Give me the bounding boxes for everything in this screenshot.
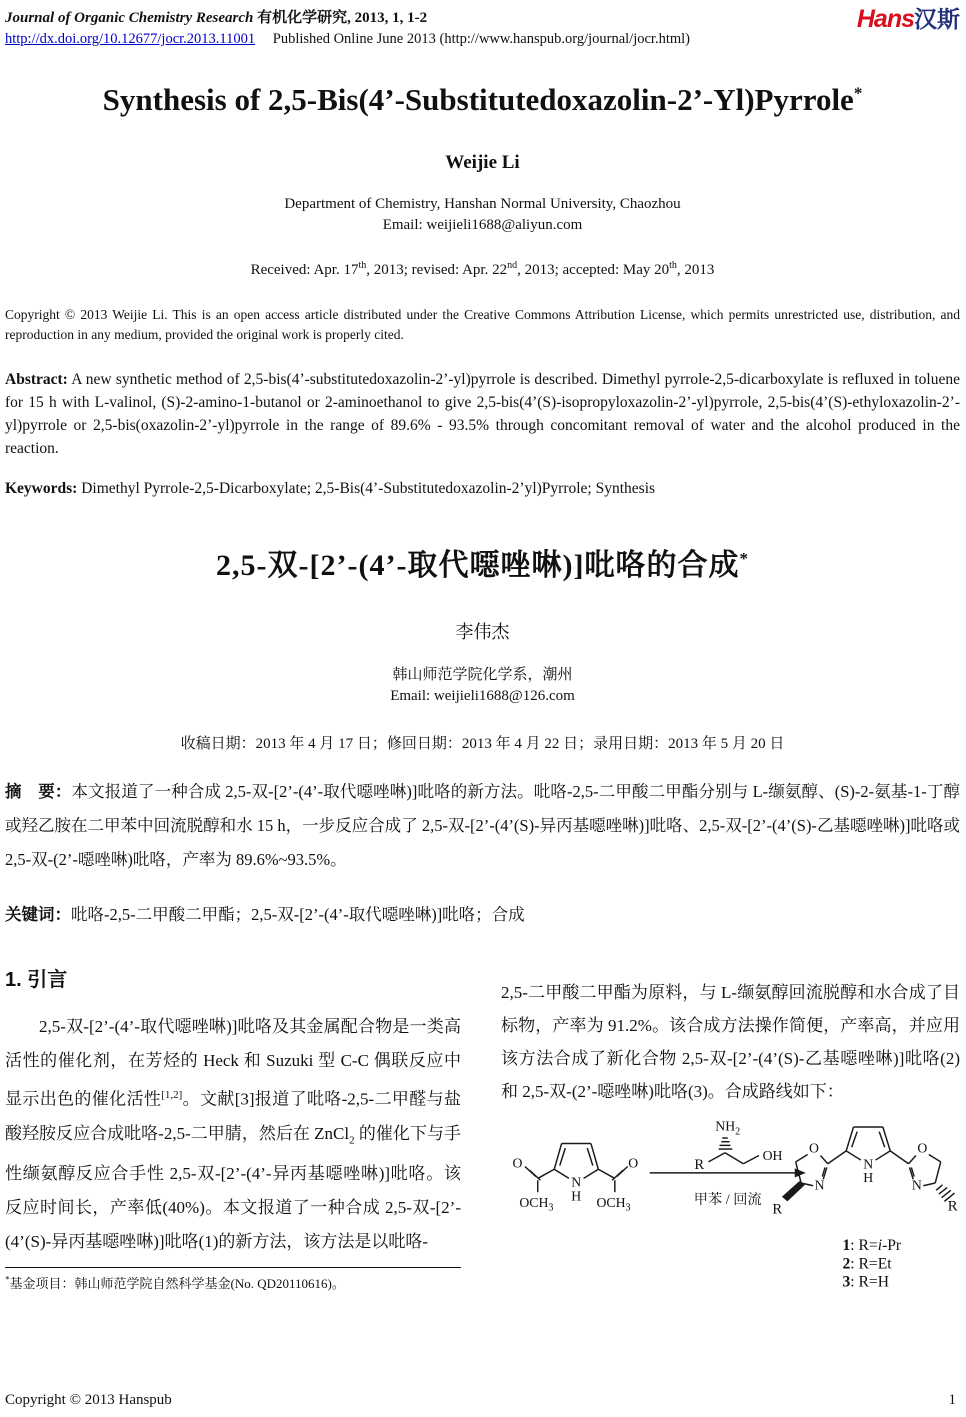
abstract-label-en: Abstract:: [5, 371, 68, 388]
abstract-text-en: A new synthetic method of 2,5-bis(4’-substitutedoxazolin-2’-yl)pyrrole is described. Dimethyl pyrrole-2,5-dicarboxylate is refluxed in toluene for 15 h with L-valinol, (S)-2-amino-1-butanol or 2-aminoethanol to give 2,5-bis(4’(S)-isopropyloxazolin-2’-yl)pyrrole, 2,5-bis(4’(S)-ethyloxazolin-2’-yl)pyrrole or 2,5-bis(oxazolin-2’-yl)pyrrole in the range of 89.6% - 93.5% through concomitant removal of water and the alcohol produced in the reaction.: [5, 371, 960, 457]
article-title-en: [5, 82, 960, 118]
received-text: Received: Apr. 17: [250, 262, 359, 278]
product-legend-2: 2: R=Et: [842, 1255, 892, 1273]
keywords-cn: [5, 901, 960, 925]
atom-label-O: O: [917, 1140, 928, 1156]
two-column-body: [5, 963, 960, 1292]
substituent-label-R: R: [947, 1198, 958, 1215]
abstract-label-cn: 摘 要：: [5, 783, 72, 801]
keywords-en: [5, 480, 960, 498]
intro-text: 。文献[3]报道了吡咯-2,5-二甲醛与盐酸羟胺反应合成吡咯-2,5-二甲腈，然后在 ZnCl: [5, 1089, 461, 1143]
affiliation-block-cn: [5, 665, 960, 707]
hans-logo-cn-text: 汉斯: [914, 6, 960, 32]
citation-sup: [1,2]: [161, 1089, 183, 1101]
footnote-text: 基金项目：韩山师范学院自然科学基金(No. QD20110616)。: [9, 1276, 345, 1292]
formula-sub: 2: [349, 1134, 355, 1147]
affiliation-en: Department of Chemistry, Hanshan Normal University, Chaozhou: [284, 196, 681, 212]
journal-title-en: Journal of Organic Chemistry Research: [5, 10, 254, 26]
atom-label-H: H: [571, 1188, 582, 1204]
title-footnote-mark-cn: *: [739, 549, 749, 568]
keywords-label-cn: 关键词：: [5, 906, 71, 924]
journal-title-line: [5, 6, 690, 27]
intro-paragraph-left: [5, 1010, 461, 1259]
left-column: [5, 963, 461, 1292]
email-cn: Email: weijieli1688@126.com: [390, 688, 575, 704]
email-en: Email: weijieli1688@aliyun.com: [382, 217, 583, 233]
atom-label-O: O: [628, 1155, 639, 1171]
reaction-condition-label: 甲苯 / 回流: [693, 1192, 762, 1209]
substituent-label-R: R: [772, 1201, 783, 1218]
affiliation-block-en: [5, 194, 960, 236]
hans-publisher-logo: [857, 6, 960, 36]
atom-label-H: H: [863, 1170, 874, 1186]
atom-label-O: O: [809, 1140, 820, 1156]
abstract-text-cn: 本文报道了一种合成 2,5-双-[2’-(4’-取代噁唑啉)]吡咯的新方法。吡咯-2,5-二甲酸二甲酯分别与 L-缬氨醇、(S)-2-氨基-1-丁醇或羟乙胺在二甲苯中回流脱醇和水 15 h，一步反应合成了 2,5-双-[2’-(4’(S)-异丙基噁唑啉)]吡咯、2,5-双-[2’-(4’(S)-乙基噁唑啉)]吡咯或 2,5-双-(2’-噁唑啉)吡咯，产率为 89.6%~93.5%。: [5, 782, 961, 869]
article-title-en-text: Synthesis of 2,5-Bis(4’-Substitutedoxazolin-2’-Yl)Pyrrole: [102, 82, 854, 117]
journal-title-cn: 有机化学研究, 2013, 1, 1-2: [257, 10, 428, 26]
journal-header-left: [5, 6, 690, 48]
reagent-label-NH2: $NH_2$: [715, 1118, 741, 1138]
right-column: [501, 963, 960, 1292]
dates-line-cn: 收稿日期：2013 年 4 月 17 日；修回日期：2013 年 4 月 22 日；录用日期：2013 年 5 月 20 日: [180, 736, 785, 752]
keywords-text-cn: 吡咯-2,5-二甲酸二甲酯；2,5-双-[2’-(4’-取代噁唑啉)]吡咯；合成: [71, 905, 525, 924]
atom-label-N: N: [863, 1156, 874, 1172]
keywords-label-en: Keywords:: [5, 480, 78, 497]
left-R-wedge-bond: [782, 1181, 805, 1201]
received-text: , 2013; accepted: May 20: [517, 262, 670, 278]
received-text: , 2013; revised: Apr. 22: [366, 262, 508, 278]
product-legend-3: 3: R=H: [842, 1273, 889, 1291]
footnote-mark: *: [5, 1274, 10, 1285]
reaction-scheme-drawing: [501, 1116, 960, 1292]
reagent-label-R: R: [694, 1157, 705, 1174]
reagent-label-OH: OH: [762, 1148, 783, 1164]
received-line: [5, 260, 960, 279]
page-number: 1: [948, 1392, 956, 1408]
section-heading-introduction: 1. 引言: [5, 969, 68, 991]
page-footer: [5, 1392, 956, 1409]
author-name-en: Weijie Li: [445, 152, 520, 173]
hans-logo-text: Hans: [856, 5, 914, 33]
intro-text: 的催化下与手性缬氨醇反应合手性 2,5-双-[2’-(4’-异丙基噁唑啉)]吡咯。该反应时间长，产率低(40%)。本文报道了一种合成 2,5-双-[2’-(4’(S)-异丙基噁唑啉)]吡咯(1)的新方法，该方法是以吡咯-: [5, 1123, 461, 1252]
funding-footnote: [5, 1267, 461, 1292]
doi-line: [5, 31, 690, 48]
ordinal-sup: th: [358, 260, 367, 271]
copyright-notice: Copyright © 2013 Weijie Li. This is an open access article distributed under the Creative Commons Attribution License, which permits unrestricted use, distribution, and reproduction in any medium, provided the original work is properly cited.: [5, 307, 960, 342]
title-footnote-mark: *: [853, 83, 863, 103]
published-online-text: Published Online June 2013 (http://www.hanspub.org/journal/jocr.html): [272, 31, 690, 47]
author-name-cn: 李伟杰: [455, 622, 510, 642]
abstract-cn: [5, 775, 960, 877]
arrow-head: [795, 1168, 806, 1177]
keywords-text-en: Dimethyl Pyrrole-2,5-Dicarboxylate; 2,5-Bis(4’-Substitutedoxazolin-2’yl)Pyrrole; Synthesis: [81, 480, 656, 497]
article-title-cn: [5, 540, 960, 584]
atom-label-N: N: [571, 1174, 582, 1190]
journal-header: [5, 6, 960, 48]
intro-text: 2,5-双-[2’-(4’-取代噁唑啉)]吡咯及其金属配合物是一类高活性的催化剂，在芳烃的 Heck 和 Suzuki 型 C-C 偶联反应中显示出色的催化活性: [5, 1017, 461, 1109]
atom-label-OCH3: $OCH_3$: [596, 1194, 631, 1214]
ordinal-sup: nd: [507, 260, 518, 271]
abstract-en: [5, 368, 960, 460]
received-text: , 2013: [676, 262, 715, 278]
atom-label-O: O: [512, 1155, 523, 1171]
intro-paragraph-right: 2,5-二甲酸二甲酯为原料，与 L-缬氨醇回流脱醇和水合成了目标物，产率为 91.2%。该合成方法操作简便，产率高，并应用该方法合成了新化合物 2,5-双-[2’-(4’(S)-乙基噁唑啉)]吡咯(2)和 2,5-双-(2’-噁唑啉)吡咯(3)。合成路线如下：: [501, 983, 960, 1101]
footer-copyright: Copyright © 2013 Hanspub: [5, 1392, 172, 1408]
ordinal-sup: th: [669, 260, 677, 271]
atom-label-N: N: [911, 1177, 922, 1193]
atom-label-OCH3: $OCH_3$: [519, 1194, 554, 1214]
article-title-cn-text: 2,5-双-[2’-(4’-取代噁唑啉)]吡咯的合成: [216, 549, 740, 582]
reaction-scheme-figure: [501, 1116, 960, 1292]
affiliation-cn: 韩山师范学院化学系，潮州: [392, 667, 573, 683]
product-legend-1: 1: R=i-Pr: [842, 1237, 902, 1255]
atom-label-N: N: [814, 1177, 825, 1193]
doi-link[interactable]: http://dx.doi.org/10.12677/jocr.2013.11001: [5, 31, 256, 47]
